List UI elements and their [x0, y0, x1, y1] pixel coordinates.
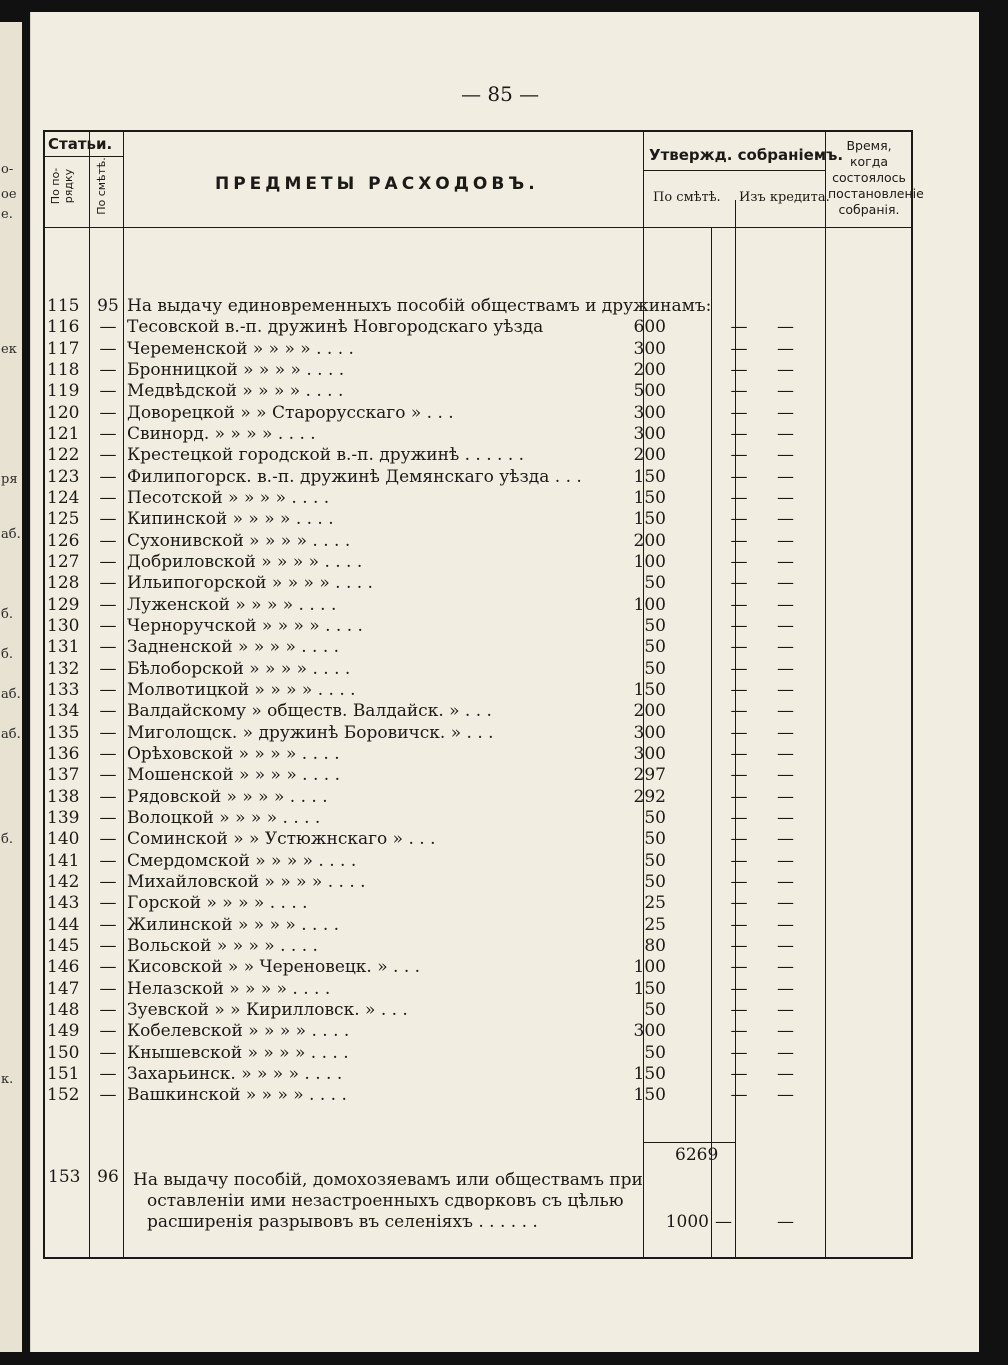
facing-page-fragment: б.	[1, 832, 13, 847]
row-amount: 50	[644, 871, 666, 892]
row-kopecks: —	[730, 1042, 748, 1063]
row-number: 135	[47, 722, 80, 743]
row-smeta-article: —	[99, 317, 117, 338]
row-smeta-article: —	[99, 893, 117, 914]
table-row	[45, 594, 911, 615]
row-amount: 25	[644, 914, 666, 935]
row-amount: 200	[633, 530, 666, 551]
row-amount: 150	[633, 466, 666, 487]
row-kopecks: —	[730, 1063, 748, 1084]
row-smeta-article: —	[99, 722, 117, 743]
row-kopecks: —	[730, 679, 748, 700]
table-row	[45, 551, 911, 572]
row-credit: —	[777, 530, 794, 551]
row-credit: —	[777, 1042, 794, 1063]
row-description: Жилинской » » » » . . . .	[127, 914, 340, 935]
row-description: Зуевской » » Кирилловск. » . . .	[127, 999, 408, 1020]
table-row	[45, 1063, 911, 1084]
row-smeta-article: —	[99, 573, 117, 594]
row-amount: 50	[644, 637, 666, 658]
row-kopecks: —	[730, 423, 748, 444]
row-smeta-article: —	[99, 957, 117, 978]
row-kopecks: —	[730, 914, 748, 935]
row-smeta-article: —	[99, 509, 117, 530]
row-smeta-article: —	[99, 978, 117, 999]
table-row	[45, 487, 911, 508]
row-amount: 300	[633, 743, 666, 764]
table-row	[45, 1042, 911, 1063]
table-row	[45, 807, 911, 828]
row-amount: 150	[633, 1085, 666, 1106]
header-title: ПРЕДМЕТЫ РАСХОДОВЪ.	[215, 174, 539, 194]
table-row	[45, 316, 911, 337]
table-row	[45, 978, 911, 999]
row-credit: —	[777, 978, 794, 999]
row-kopecks: —	[730, 359, 748, 380]
rule-horizontal	[643, 170, 825, 171]
row-amount: 292	[633, 786, 666, 807]
row-number: 139	[47, 807, 80, 828]
row-description: Кобелевской » » » » . . . .	[127, 1021, 350, 1042]
row-kopecks: —	[730, 722, 748, 743]
table-row	[45, 743, 911, 764]
row-kopecks: —	[730, 786, 748, 807]
table-row	[45, 508, 911, 529]
row-description: Рядовской » » » » . . . .	[127, 786, 328, 807]
row-description: Мошенской » » » » . . . .	[127, 765, 340, 786]
row-kopecks: —	[730, 487, 748, 508]
row-credit: —	[777, 893, 794, 914]
header-col-smeta: По смѣтѣ.	[653, 190, 721, 205]
table-row	[45, 1020, 911, 1041]
row-amount: 100	[633, 551, 666, 572]
row-description: Крестецкой городской в.-п. дружинѣ . . . . . .	[127, 445, 525, 466]
row-description: Сухонивской » » » » . . . .	[127, 530, 351, 551]
row-kopecks: —	[730, 978, 748, 999]
page-number: — 85 —	[461, 82, 540, 106]
table-row	[45, 572, 911, 593]
table-row	[45, 295, 911, 316]
row-kopecks: —	[730, 893, 748, 914]
row-credit: —	[777, 487, 794, 508]
table-row	[45, 444, 911, 465]
row-credit: —	[777, 658, 794, 679]
table-row	[45, 700, 911, 721]
row-credit: —	[777, 466, 794, 487]
row-number: 115	[47, 296, 80, 316]
table-row	[45, 338, 911, 359]
row-number: 144	[47, 914, 80, 935]
row-number: 148	[47, 999, 80, 1020]
row-amount: 200	[633, 701, 666, 722]
expense-table	[43, 130, 924, 1259]
row-number: 118	[47, 359, 80, 380]
row-description: Валдайскому » обществ. Валдайск. » . . .	[127, 701, 492, 722]
row-number: 125	[47, 509, 80, 530]
row-number: 147	[47, 978, 80, 999]
row-smeta-article: —	[99, 1042, 117, 1063]
row-description: Луженской » » » » . . . .	[127, 594, 337, 615]
row-kopecks: —	[730, 509, 748, 530]
row-kopecks: —	[730, 701, 748, 722]
table-row	[45, 850, 911, 871]
row-amount: 200	[633, 445, 666, 466]
row-number: 140	[47, 829, 80, 850]
row-description: Добриловской » » » » . . . .	[127, 551, 363, 572]
facing-page-fragment: е.	[1, 207, 13, 222]
row-kopecks: —	[730, 317, 748, 338]
header-po-poryadku: По по-рядку	[49, 167, 75, 205]
table-row	[45, 636, 911, 657]
row-number: 151	[47, 1063, 80, 1084]
row-kopecks: —	[730, 551, 748, 572]
row-kopecks: —	[730, 1085, 748, 1106]
row-kopecks: —	[730, 935, 748, 956]
row-number: 128	[47, 573, 80, 594]
table-row	[45, 658, 911, 679]
header-col-vremya: Время, когда состоялось постановленіе собранія.	[828, 138, 924, 217]
table-row	[45, 871, 911, 892]
row-description: Волоцкой » » » » . . . .	[127, 807, 321, 828]
row-smeta-article: —	[99, 765, 117, 786]
row-amount: 200	[633, 359, 666, 380]
row-kopecks: —	[730, 637, 748, 658]
row-credit: —	[777, 679, 794, 700]
row-kopecks: —	[730, 658, 748, 679]
row-credit: —	[777, 1021, 794, 1042]
row-amount: 500	[633, 381, 666, 402]
table-row	[45, 722, 911, 743]
facing-page-fragment: аб.	[1, 527, 21, 542]
row-smeta-article: —	[99, 1063, 117, 1084]
row-amount: 50	[644, 615, 666, 636]
row-amount: 297	[633, 765, 666, 786]
row-smeta-article: —	[99, 807, 117, 828]
table-row	[45, 956, 911, 977]
row-number: 121	[47, 423, 80, 444]
row-smeta-article: —	[99, 466, 117, 487]
row-smeta-article: —	[99, 658, 117, 679]
row-kopecks: —	[730, 807, 748, 828]
row-smeta-article: —	[99, 914, 117, 935]
row-credit: —	[777, 317, 794, 338]
row-smeta-article: —	[99, 381, 117, 402]
row-credit: —	[777, 594, 794, 615]
row-number: 119	[47, 381, 80, 402]
row-credit: —	[777, 999, 794, 1020]
row-kopecks: —	[730, 530, 748, 551]
row-smeta-article: —	[99, 359, 117, 380]
row-number: 137	[47, 765, 80, 786]
row-smeta-article: 96	[97, 1167, 119, 1187]
final-kopecks: —	[715, 1212, 732, 1232]
row-kopecks: —	[730, 338, 748, 359]
row-number: 131	[47, 637, 80, 658]
facing-page-fragment: ек	[1, 342, 17, 357]
row-amount: 50	[644, 999, 666, 1020]
row-number: 130	[47, 615, 80, 636]
facing-page-fragment: о-	[1, 162, 14, 177]
row-description: Горской » » » » . . . .	[127, 893, 308, 914]
row-description: Вольской » » » » . . . .	[127, 935, 318, 956]
final-desc-line1: На выдачу пособій, домохозяевамъ или обществамъ при	[133, 1170, 643, 1190]
row-number: 145	[47, 935, 80, 956]
row-smeta-article: —	[99, 637, 117, 658]
row-amount: 150	[633, 978, 666, 999]
final-desc-line3: расширенія разрывовъ въ селеніяхъ . . . . . .	[147, 1212, 538, 1232]
row-credit: —	[777, 573, 794, 594]
row-number: 138	[47, 786, 80, 807]
table-row	[45, 1084, 911, 1105]
row-kopecks: —	[730, 1021, 748, 1042]
row-description: Захарьинск. » » » » . . . .	[127, 1063, 343, 1084]
row-number: 149	[47, 1021, 80, 1042]
row-credit: —	[777, 829, 794, 850]
row-number: 129	[47, 594, 80, 615]
row-number: 133	[47, 679, 80, 700]
row-description: Тесовской в.-п. дружинѣ Новгородскаго уѣзда	[127, 317, 544, 338]
row-amount: 150	[633, 509, 666, 530]
row-credit: —	[777, 509, 794, 530]
row-amount: 50	[644, 573, 666, 594]
table-row	[45, 828, 911, 849]
row-description: Орѣховской » » » » . . . .	[127, 743, 340, 764]
final-amount: 1000	[665, 1212, 709, 1232]
row-description: Доворецкой » » Старорусскаго » . . .	[127, 402, 454, 423]
row-amount: 50	[644, 807, 666, 828]
row-description: Михайловской » » » » . . . .	[127, 871, 366, 892]
row-credit: —	[777, 551, 794, 572]
row-credit: —	[777, 359, 794, 380]
row-description: Свинорд. » » » » . . . .	[127, 423, 316, 444]
row-smeta-article: —	[99, 935, 117, 956]
row-amount: 600	[633, 317, 666, 338]
table-row	[45, 892, 911, 913]
table-row	[45, 764, 911, 785]
row-smeta-article: —	[99, 743, 117, 764]
row-smeta-article: —	[99, 487, 117, 508]
document-page	[30, 12, 979, 1352]
row-smeta-article: —	[99, 829, 117, 850]
row-number: 123	[47, 466, 80, 487]
row-description: Череменской » » » » . . . .	[127, 338, 354, 359]
row-description: Миголощск. » дружинѣ Боровичск. » . . .	[127, 722, 494, 743]
table-row	[45, 786, 911, 807]
row-kopecks: —	[730, 743, 748, 764]
row-credit: —	[777, 807, 794, 828]
row-description: Смердомской » » » » . . . .	[127, 850, 357, 871]
row-number: 153	[48, 1167, 81, 1187]
header-po-smete: По смѣтѣ.	[95, 157, 108, 215]
row-kopecks: —	[730, 829, 748, 850]
row-amount: 50	[644, 829, 666, 850]
row-number: 134	[47, 701, 80, 722]
row-credit: —	[777, 381, 794, 402]
row-kopecks: —	[730, 957, 748, 978]
subtotal-amount: 6269	[675, 1145, 719, 1165]
row-kopecks: —	[730, 999, 748, 1020]
row-number: 120	[47, 402, 80, 423]
row-smeta-article: —	[99, 1085, 117, 1106]
row-credit: —	[777, 1063, 794, 1084]
row-credit: —	[777, 743, 794, 764]
table-row	[45, 466, 911, 487]
header-utverzhd: Утвержд. собраніемъ.	[649, 146, 844, 164]
row-smeta-article: —	[99, 786, 117, 807]
row-number: 136	[47, 743, 80, 764]
row-smeta-article: —	[99, 871, 117, 892]
row-credit: —	[777, 338, 794, 359]
subtotal-rule	[643, 1142, 735, 1143]
row-amount: 300	[633, 1021, 666, 1042]
row-kopecks: —	[730, 850, 748, 871]
row-description: Ильипогорской » » » » . . . .	[127, 573, 373, 594]
row-kopecks: —	[730, 615, 748, 636]
table-row	[45, 935, 911, 956]
table-row	[45, 615, 911, 636]
row-credit: —	[777, 722, 794, 743]
row-smeta-article: —	[99, 423, 117, 444]
row-amount: 300	[633, 722, 666, 743]
table-row	[45, 380, 911, 401]
row-amount: 150	[633, 679, 666, 700]
row-description: Задненской » » » » . . . .	[127, 637, 340, 658]
facing-page-edge	[0, 22, 22, 1352]
row-smeta-article: —	[99, 551, 117, 572]
facing-page-fragment: ое	[1, 187, 17, 202]
row-description: Кнышевской » » » » . . . .	[127, 1042, 349, 1063]
row-smeta-article: —	[99, 338, 117, 359]
row-description: Песотской » » » » . . . .	[127, 487, 330, 508]
header-bottom-rule	[45, 227, 911, 228]
row-smeta-article: —	[99, 445, 117, 466]
row-smeta-article: —	[99, 850, 117, 871]
row-credit: —	[777, 423, 794, 444]
table-row	[45, 359, 911, 380]
row-smeta-article: —	[99, 1021, 117, 1042]
table-row	[45, 999, 911, 1020]
row-credit: —	[777, 615, 794, 636]
row-kopecks: —	[730, 402, 748, 423]
row-description: Нелазской » » » » . . . .	[127, 978, 331, 999]
facing-page-fragment: аб.	[1, 687, 21, 702]
row-amount: 50	[644, 658, 666, 679]
row-credit: —	[777, 935, 794, 956]
row-number: 132	[47, 658, 80, 679]
row-smeta-article: —	[99, 530, 117, 551]
row-kopecks: —	[730, 445, 748, 466]
header-stati: Статьи.	[48, 135, 113, 153]
row-kopecks: —	[730, 871, 748, 892]
row-credit: —	[777, 1085, 794, 1106]
row-number: 141	[47, 850, 80, 871]
row-amount: 300	[633, 402, 666, 423]
row-description: На выдачу единовременныхъ пособій обществамъ и дружинамъ:	[127, 296, 712, 316]
row-kopecks: —	[730, 573, 748, 594]
row-kopecks: —	[730, 466, 748, 487]
row-description: Соминской » » Устюжнскаго » . . .	[127, 829, 436, 850]
row-number: 143	[47, 893, 80, 914]
row-amount: 100	[633, 594, 666, 615]
row-amount: 300	[633, 423, 666, 444]
facing-page-fragment: к.	[1, 1072, 14, 1087]
final-desc-line2: оставленіи ими незастроенныхъ сдворковъ съ цѣлью	[147, 1191, 624, 1211]
table-row	[45, 914, 911, 935]
facing-page-fragment: аб.	[1, 727, 21, 742]
row-description: Медвѣдской » » » » . . . .	[127, 381, 344, 402]
row-description: Филипогорск. в.-п. дружинѣ Демянскаго уѣзда . . .	[127, 466, 582, 487]
facing-page-fragment: б.	[1, 647, 13, 662]
row-number: 152	[47, 1085, 80, 1106]
row-amount: 150	[633, 487, 666, 508]
facing-page-fragment: ря	[1, 472, 18, 487]
row-number: 142	[47, 871, 80, 892]
row-description: Бронницкой » » » » . . . .	[127, 359, 345, 380]
row-number: 122	[47, 445, 80, 466]
row-number: 146	[47, 957, 80, 978]
row-description: Кипинской » » » » . . . .	[127, 509, 334, 530]
row-description: Кисовской » » Череновецк. » . . .	[127, 957, 421, 978]
row-credit: —	[777, 914, 794, 935]
row-credit: —	[777, 445, 794, 466]
row-description: Черноручской » » » » . . . .	[127, 615, 363, 636]
row-amount: 50	[644, 1042, 666, 1063]
row-amount: 80	[644, 935, 666, 956]
table-row	[45, 530, 911, 551]
row-number: 127	[47, 551, 80, 572]
row-credit: —	[777, 637, 794, 658]
row-credit: —	[777, 786, 794, 807]
row-description: Бѣлоборской » » » » . . . .	[127, 658, 351, 679]
row-amount: 25	[644, 893, 666, 914]
row-smeta-article: —	[99, 999, 117, 1020]
row-number: 126	[47, 530, 80, 551]
table-row	[45, 423, 911, 444]
row-kopecks: —	[730, 594, 748, 615]
row-smeta-article: —	[99, 679, 117, 700]
row-credit: —	[777, 765, 794, 786]
row-credit: —	[777, 850, 794, 871]
row-smeta-article: —	[99, 402, 117, 423]
row-credit: —	[777, 402, 794, 423]
row-kopecks: —	[730, 765, 748, 786]
row-description: Молвотицкой » » » » . . . .	[127, 679, 356, 700]
row-kopecks: —	[730, 381, 748, 402]
row-amount: 300	[633, 338, 666, 359]
row-number: 124	[47, 487, 80, 508]
row-credit: —	[777, 957, 794, 978]
row-number: 150	[47, 1042, 80, 1063]
facing-page-fragment: б.	[1, 607, 13, 622]
row-smeta-article: —	[99, 615, 117, 636]
row-amount: 150	[633, 1063, 666, 1084]
row-smeta-article: —	[99, 594, 117, 615]
row-credit: —	[777, 871, 794, 892]
row-number: 117	[47, 338, 80, 359]
row-credit: —	[777, 701, 794, 722]
row-description: Вашкинской » » » » . . . .	[127, 1085, 347, 1106]
final-credit: —	[777, 1212, 794, 1232]
row-amount: 50	[644, 850, 666, 871]
table-row	[45, 402, 911, 423]
row-smeta-article: —	[99, 701, 117, 722]
row-amount: 100	[633, 957, 666, 978]
row-smeta-article: 95	[97, 296, 119, 316]
header-col-kredit: Изъ кредита.	[739, 190, 830, 205]
row-number: 116	[47, 317, 80, 338]
table-row	[45, 679, 911, 700]
